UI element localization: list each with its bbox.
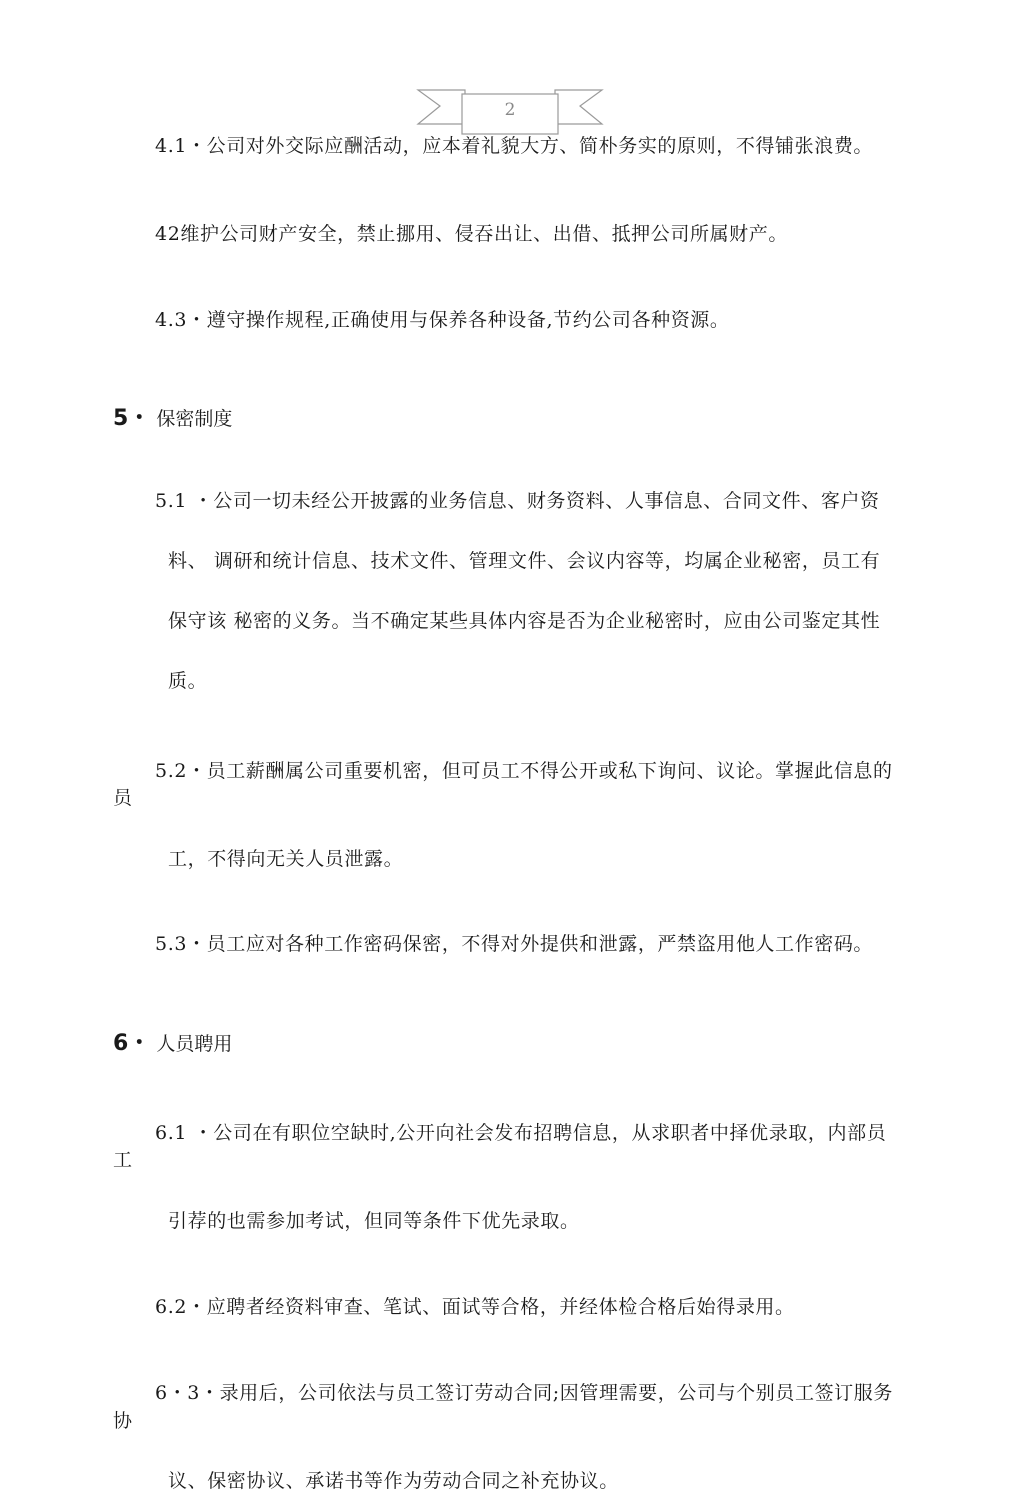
section-6-heading	[113, 1031, 232, 1057]
paragraph-5-3: 5.3・员工应对各种工作密码保密，不得对外提供和泄露，严禁盗用他人工作密码。	[155, 933, 874, 955]
paragraph-5-2-line-1: 5.2・员工薪酬属公司重要机密，但可员工不得公开或私下询问、议论。掌握此信息的	[155, 760, 893, 782]
paragraph-4-2: 42维护公司财产安全，禁止挪用、侵吞出让、出借、抵押公司所属财产。	[155, 223, 788, 245]
paragraph-5-1-line-4: 质。	[168, 670, 208, 692]
paragraph-6-1-line-3: 引荐的也需参加考试，但同等条件下优先录取。	[168, 1210, 580, 1232]
paragraph-6-2: 6.2・应聘者经资料审查、笔试、面试等合格，并经体检合格后始得录用。	[155, 1296, 795, 1318]
paragraph-5-1-line-3: 保守该 秘密的义务。当不确定某些具体内容是否为企业秘密时，应由公司鉴定其性	[168, 610, 881, 632]
paragraph-4-1: 4.1・公司对外交际应酬活动，应本着礼貌大方、简朴务实的原则，不得铺张浪费。	[155, 135, 874, 157]
page-number: 2	[504, 100, 516, 120]
paragraph-5-2-line-3: 工，不得向无关人员泄露。	[168, 848, 404, 870]
paragraph-6-1-line-1: 6.1 ・公司在有职位空缺时,公开向社会发布招聘信息，从求职者中择优录取，内部员	[155, 1122, 887, 1144]
paragraph-6-1-line-2: 工	[113, 1149, 133, 1171]
paragraph-5-1-line-2: 料、 调研和统计信息、技术文件、管理文件、会议内容等，均属企业秘密，员工有	[168, 550, 881, 572]
paragraph-6-3-line-3: 议、保密协议、承诺书等作为劳动合同之补充协议。	[168, 1470, 619, 1492]
section-5-title: 保密制度	[156, 408, 233, 430]
paragraph-5-2-line-2: 员	[113, 787, 133, 809]
section-5-heading	[113, 406, 232, 432]
section-6-number: 6・	[113, 1031, 151, 1056]
paragraph-6-3-line-1: 6・3・录用后，公司依法与员工签订劳动合同;因管理需要，公司与个别员工签订服务	[155, 1382, 893, 1404]
paragraph-4-3: 4.3・遵守操作规程,正确使用与保养各种设备,节约公司各种资源。	[155, 309, 730, 331]
section-5-number: 5・	[113, 406, 151, 431]
page-number-ribbon	[410, 84, 610, 140]
section-6-title: 人员聘用	[156, 1033, 233, 1055]
paragraph-5-1-line-1: 5.1 ・公司一切未经公开披露的业务信息、财务资料、人事信息、合同文件、客户资	[155, 490, 880, 512]
paragraph-6-3-line-2: 协	[113, 1410, 133, 1432]
